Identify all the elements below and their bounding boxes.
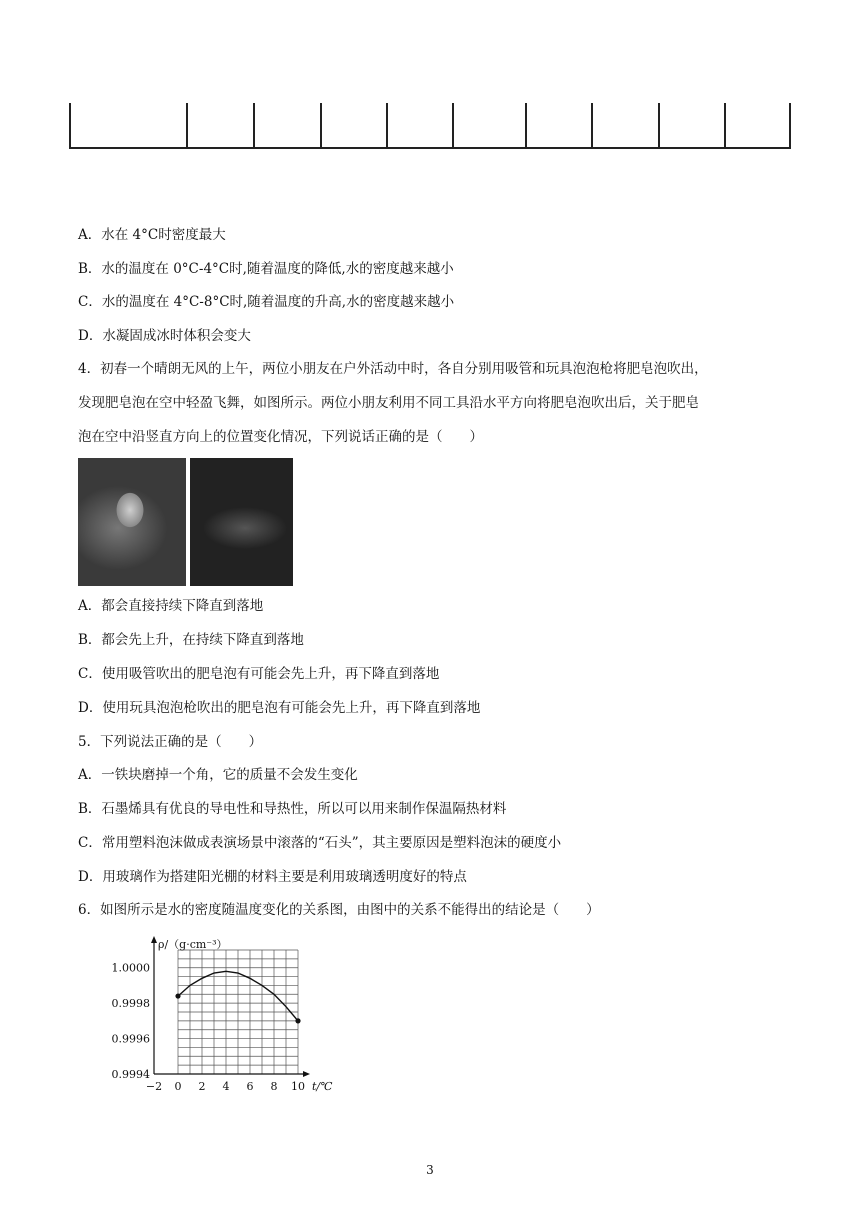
q3-option-d: D．水凝固成冰时体积会变大 [78,328,251,344]
x-tick-label: −2 [145,1080,163,1093]
q5-option-b: B．石墨烯具有优良的导电性和导热性，所以可以用来制作保温隔热材料 [78,801,507,817]
table-border [69,103,71,149]
q4-option-d: D．使用玩具泡泡枪吹出的肥皂泡有可能会先上升，再下降直到落地 [78,700,481,716]
y-tick-label: 0.9994 [111,1068,150,1081]
q4-stem-line-2: 发现肥皂泡在空中轻盈飞舞，如图所示。两位小朋友利用不同工具沿水平方向将肥皂泡吹出后，关于肥皂 [78,395,699,411]
x-axis-arrow [303,1071,310,1077]
bubble-photo [78,458,293,586]
q5-option-d: D．用玻璃作为搭建阳光棚的材料主要是利用玻璃透明度好的特点 [78,869,467,885]
q4-option-b: B．都会先上升，在持续下降直到落地 [78,632,304,648]
q4-stem-line-3: 泡在空中沿竖直方向上的位置变化情况，下列说话正确的是（ ） [78,429,483,445]
data-point [175,993,180,998]
y-axis-arrow [151,936,157,943]
x-tick-label: 10 [291,1080,305,1093]
x-tick-label: 8 [270,1080,278,1093]
x-tick-label: 4 [222,1080,230,1093]
y-axis-label: ρ/（g·cm⁻³） [158,938,228,951]
table-border [789,103,791,149]
table-border [186,103,188,149]
page-number: 3 [426,1163,434,1177]
q3-option-a: A．水在 4°C时密度最大 [78,227,226,243]
q3-option-b: B．水的温度在 0°C-4°C时,随着温度的降低,水的密度越来越小 [78,261,454,277]
x-tick-label: 6 [246,1080,254,1093]
y-tick-label: 1.0000 [111,961,150,975]
q5-option-c: C．常用塑料泡沫做成表演场景中滚落的“石头”，其主要原因是塑料泡沫的硬度小 [78,835,562,851]
table-border [591,103,593,149]
table-border [320,103,322,149]
table-border [525,103,527,149]
q4-stem-line-1: 4．初春一个晴朗无风的上午，两位小朋友在户外活动中时，各自分别用吸管和玩具泡泡枪将肥皂泡吹出， [78,361,708,377]
data-point [295,1018,300,1023]
table-border [724,103,726,149]
density-temperature-chart [108,936,348,1096]
x-tick-label: 0 [174,1080,182,1093]
q4-option-c: C．使用吸管吹出的肥皂泡有可能会先上升，再下降直到落地 [78,666,440,682]
bubble-gun-photo [190,458,293,586]
q4-option-a: A．都会直接持续下降直到落地 [78,598,264,614]
table-border [253,103,255,149]
q3-option-c: C．水的温度在 4°C-8°C时,随着温度的升高,水的密度越来越小 [78,294,455,310]
chart-svg [108,936,348,1096]
table-border [386,103,388,149]
child-blowing-straw-photo [78,458,186,586]
x-tick-label: 2 [198,1080,206,1093]
table-bottom-border [69,147,791,149]
table-border [452,103,454,149]
y-tick-label: 0.9996 [111,1032,150,1046]
y-tick-label: 0.9998 [111,997,150,1011]
q5-option-a: A．一铁块磨掉一个角，它的质量不会发生变化 [78,767,358,783]
table-fragment [69,103,791,149]
q5-stem: 5．下列说法正确的是（ ） [78,734,263,750]
q6-stem: 6．如图所示是水的密度随温度变化的关系图，由图中的关系不能得出的结论是（ ） [78,902,600,918]
table-border [658,103,660,149]
x-axis-label: t/℃ [312,1080,333,1093]
